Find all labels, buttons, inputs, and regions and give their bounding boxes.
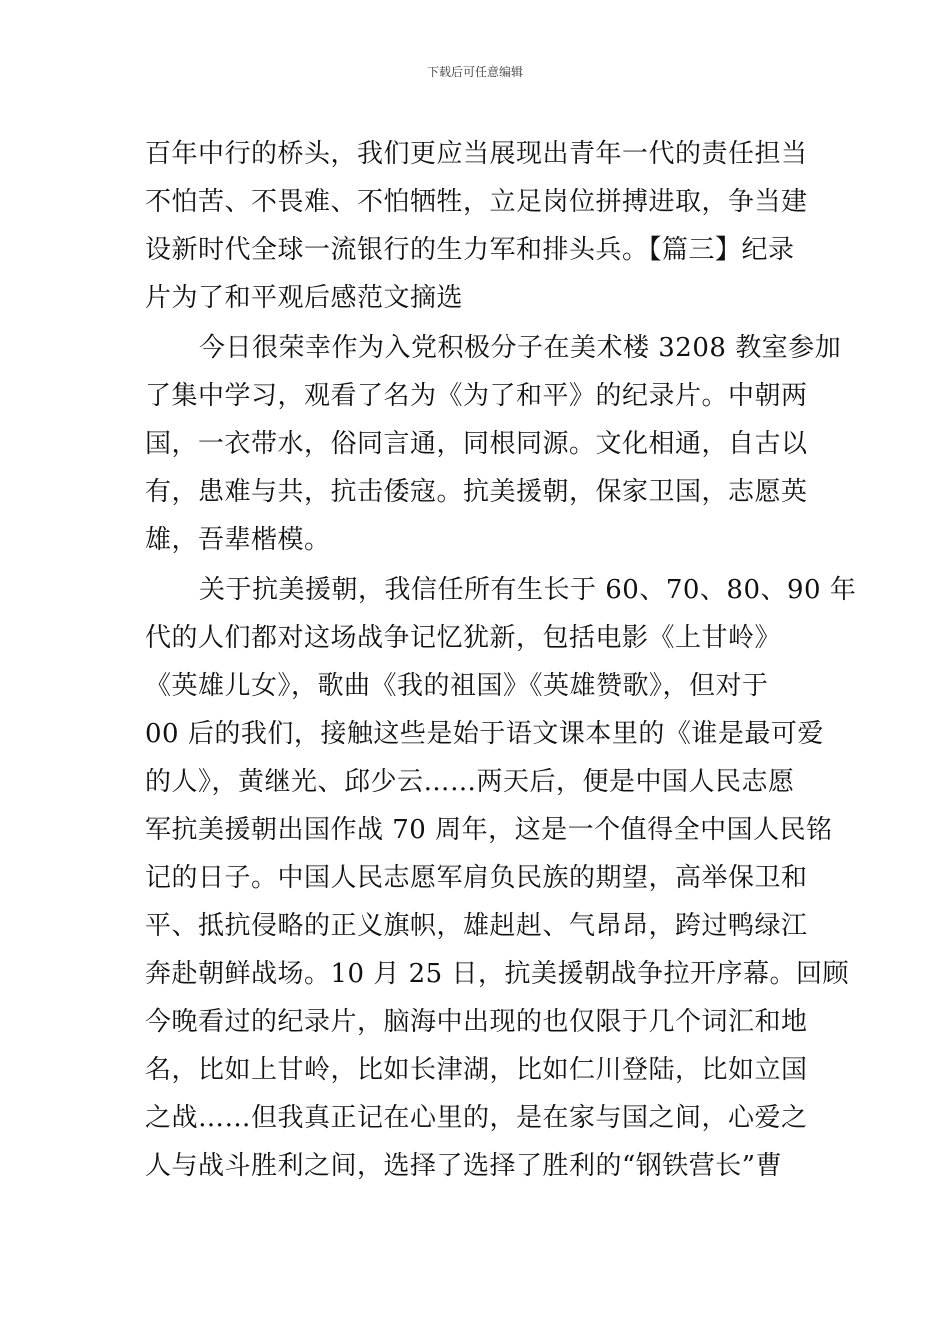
text-line: 平、抵抗侵略的正义旗帜，雄赳赳、气昂昂，跨过鸭绿江 xyxy=(145,911,808,941)
text-line: 人与战斗胜利之间，选择了选择了胜利的“钢铁营长”曹 xyxy=(145,1151,783,1181)
text-line: 记的日子。中国人民志愿军肩负民族的期望，高举保卫和 xyxy=(145,863,808,893)
text-line: 军抗美援朝出国作战 70 周年，这是一个值得全中国人民铭 xyxy=(145,815,833,845)
text-line: 设新时代全球一流银行的生力军和排头兵。【篇三】纪录 xyxy=(145,235,795,265)
text-line: 之战……但我真正记在心里的，是在家与国之间，心爱之 xyxy=(145,1103,808,1133)
text-line: 今晚看过的纪录片，脑海中出现的也仅限于几个词汇和地 xyxy=(145,1007,808,1037)
page-header: 下载后可任意编辑 xyxy=(426,65,523,79)
text-line: 不怕苦、不畏难、不怕牺牲，立足岗位拼搏进取，争当建 xyxy=(145,187,808,217)
text-line: 有，患难与共，抗击倭寇。抗美援朝，保家卫国，志愿英 xyxy=(145,477,808,507)
text-line: 00 后的我们，接触这些是始于语文课本里的《谁是最可爱 xyxy=(145,719,824,749)
text-line: 雄，吾辈楷模。 xyxy=(145,525,331,555)
text-line: 百年中行的桥头，我们更应当展现出青年一代的责任担当 xyxy=(145,139,808,169)
text-line: 奔赴朝鲜战场。10 月 25 日，抗美援朝战争拉开序幕。回顾 xyxy=(145,959,849,989)
text-line: 名，比如上甘岭，比如长津湖，比如仁川登陆，比如立国 xyxy=(145,1055,808,1085)
text-line: 片为了和平观后感范文摘选 xyxy=(145,283,464,313)
text-line: 国，一衣带水，俗同言通，同根同源。文化相通，自古以 xyxy=(145,429,808,459)
paragraph-start-line: 今日很荣幸作为入党积极分子在美术楼 3208 教室参加 xyxy=(199,333,842,363)
text-line: 了集中学习，观看了名为《为了和平》的纪录片。中朝两 xyxy=(145,381,808,411)
text-line: 的人》，黄继光、邱少云……两天后，便是中国人民志愿 xyxy=(145,767,795,797)
body-text xyxy=(145,130,857,1190)
text-line: 代的人们都对这场战争记忆犹新，包括电影《上甘岭》 xyxy=(145,623,782,653)
text-line: 《英雄儿女》，歌曲《我的祖国》《英雄赞歌》，但对于 xyxy=(145,671,769,701)
paragraph-start-line: 关于抗美援朝，我信任所有生长于 60、70、80、90 年 xyxy=(199,575,857,605)
